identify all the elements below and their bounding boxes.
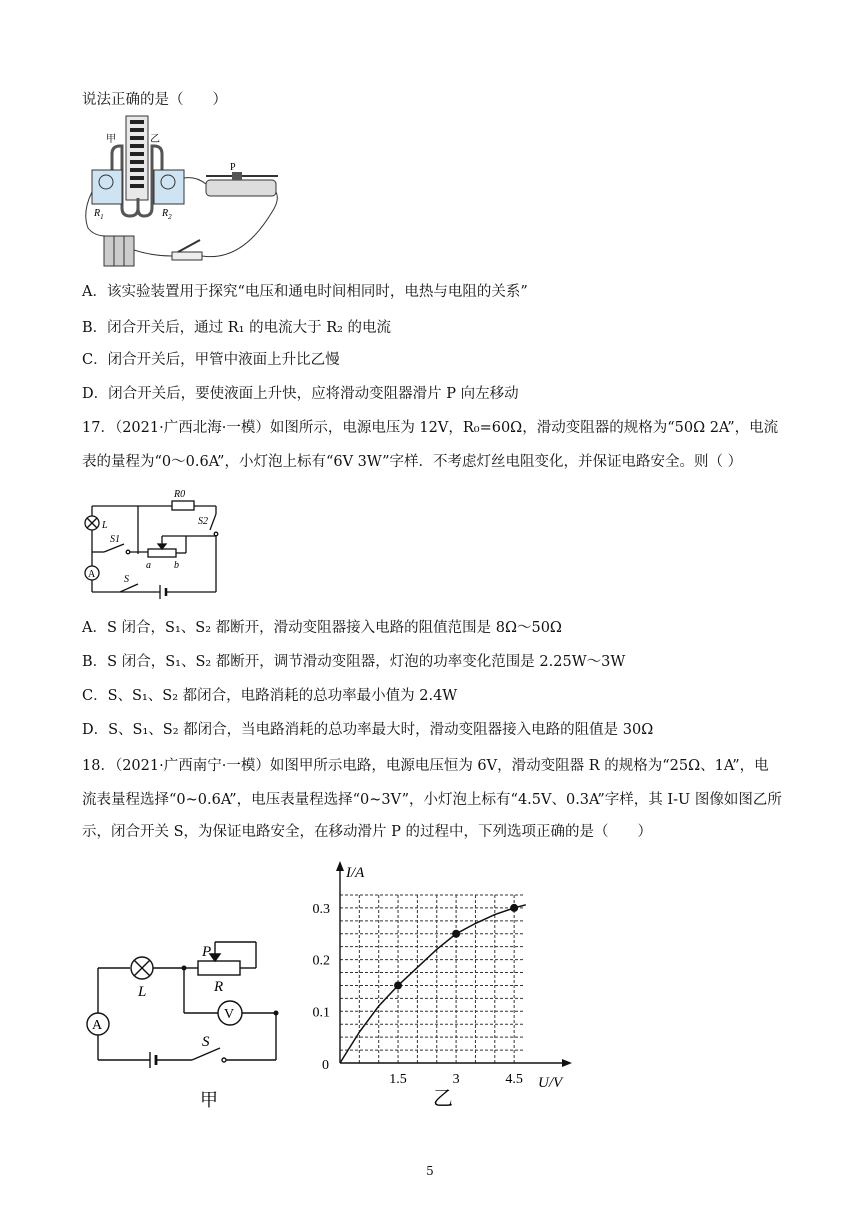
- ammeter-label: A: [92, 1018, 103, 1033]
- q16-option-c: C．闭合开关后，甲管中液面上升比乙慢: [82, 352, 340, 368]
- label-s2: S2: [198, 516, 208, 527]
- label-s: S: [124, 574, 129, 585]
- label-jia: 甲: [106, 134, 116, 145]
- label-s1: S1: [110, 534, 120, 545]
- q17-circuit-diagram: [80, 484, 222, 604]
- label-p: P: [202, 944, 212, 960]
- caption-yi: 乙: [433, 1088, 453, 1110]
- q18-stem-line3: 示，闭合开关 S，为保证电路安全，在移动滑片 P 的过程中，下列选项正确的是（ ）: [82, 824, 653, 840]
- y-tick-label: 0.1: [312, 1005, 330, 1021]
- data-point: [452, 930, 460, 938]
- y-axis-arrow: [336, 861, 344, 871]
- label-slider-p: P: [230, 162, 236, 173]
- q18-iu-graph: [300, 855, 590, 1115]
- x-axis-arrow: [562, 1059, 572, 1067]
- q16-option-d: D．闭合开关后，要使液面上升快，应将滑动变阻器滑片 P 向左移动: [82, 386, 519, 402]
- q17-option-c: C．S、S₁、S₂ 都闭合，电路消耗的总功率最小值为 2.4W: [82, 688, 458, 704]
- q17-stem-line2: 表的量程为“0～0.6A”，小灯泡上标有“6V 3W”字样．不考虑灯丝电阻变化，并保证电路安全。则（ ）: [82, 454, 743, 470]
- label-r2: $R_2$: [162, 208, 172, 221]
- q18-stem-line1: 18．（2021·广西南宁·一模）如图甲所示电路，电源电压恒为 6V，滑动变阻器 R 的规格为“25Ω、1A”，电: [82, 758, 769, 774]
- q16-apparatus-figure: [82, 112, 302, 274]
- ammeter-label: A: [88, 569, 96, 580]
- iu-curve: [340, 905, 526, 1063]
- q17-option-d: D．S、S₁、S₂ 都闭合，当电路消耗的总功率最大时，滑动变阻器接入电路的阻值是 30Ω: [82, 722, 654, 738]
- y-tick-label: 0.2: [312, 953, 330, 969]
- label-yi: 乙: [150, 134, 160, 145]
- y-tick-label: 0.3: [312, 901, 330, 917]
- label-b: b: [174, 560, 179, 571]
- label-a: a: [146, 560, 151, 571]
- data-point: [510, 904, 518, 912]
- x-tick-label: 3: [452, 1072, 460, 1087]
- y-axis-label: I/A: [346, 865, 365, 881]
- q17-stem-line1: 17．（2021·广西北海·一模）如图所示，电源电压为 12V，R₀=60Ω，滑动变阻器的规格为“50Ω 2A”，电流: [82, 420, 779, 436]
- q16-stem-tail: 说法正确的是（ ）: [82, 92, 227, 108]
- x-tick-label: 1.5: [389, 1072, 407, 1087]
- data-point: [394, 981, 402, 989]
- q16-option-b: B．闭合开关后，通过 R₁ 的电流大于 R₂ 的电流: [82, 320, 392, 336]
- label-l: L: [138, 984, 147, 1000]
- label-r1: $R_1$: [94, 208, 104, 221]
- q18-circuit-diagram: [80, 910, 290, 1110]
- label-s: S: [202, 1034, 210, 1050]
- q17-option-a: A．S 闭合，S₁、S₂ 都断开，滑动变阻器接入电路的阻值范围是 8Ω～50Ω: [82, 620, 562, 636]
- x-axis-label: U/V: [538, 1075, 563, 1091]
- label-r0: R0: [174, 489, 186, 500]
- q17-option-b: B．S 闭合，S₁、S₂ 都断开，调节滑动变阻器，灯泡的功率变化范围是 2.25W～3W: [82, 654, 626, 670]
- q16-option-a: A．该实验装置用于探究“电压和通电时间相同时，电热与电阻的关系”: [82, 284, 528, 300]
- label-l: L: [102, 520, 108, 531]
- page-number: 5: [426, 1164, 434, 1178]
- caption-jia: 甲: [200, 1090, 218, 1110]
- voltmeter-label: V: [224, 1007, 235, 1022]
- origin-label: 0: [322, 1058, 329, 1073]
- q18-stem-line2: 流表量程选择“0~0.6A”，电压表量程选择“0~3V”，小灯泡上标有“4.5V、0.3A”字样，其 I-U 图像如图乙所: [82, 792, 782, 808]
- label-r: R: [214, 979, 224, 995]
- x-tick-label: 4.5: [505, 1072, 523, 1087]
